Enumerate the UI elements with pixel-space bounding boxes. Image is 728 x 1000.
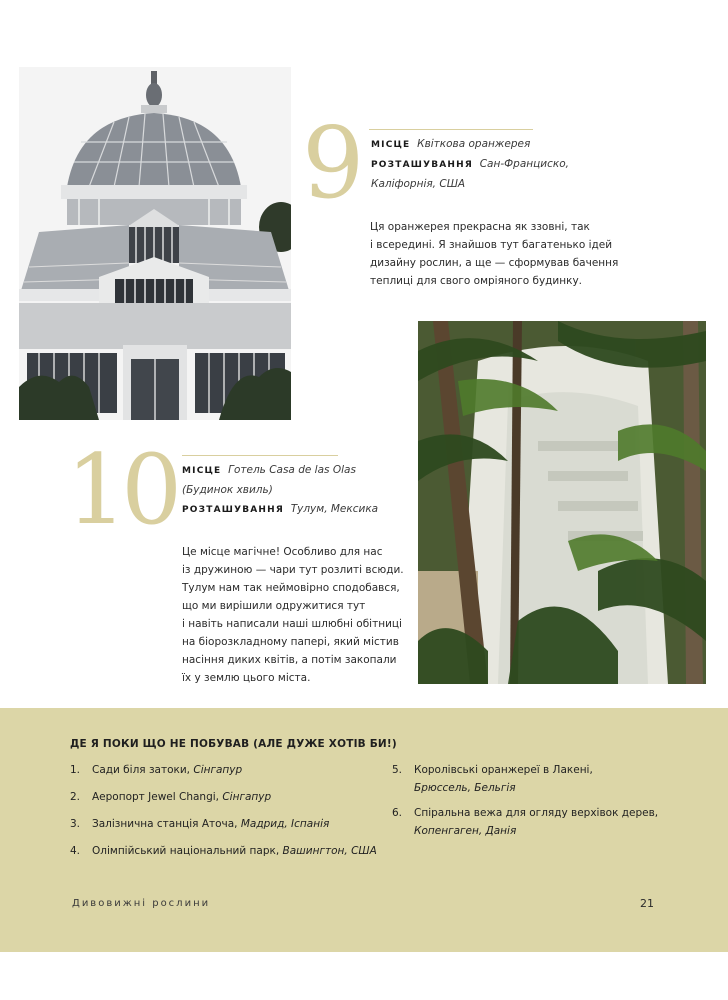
text-line: Ця оранжерея прекрасна як ззовні, так <box>370 221 590 233</box>
list-item <box>392 761 692 797</box>
text-line: і навіть написали наші шлюбні обітниці <box>182 618 402 630</box>
text-line: їх у землю цього міста. <box>182 672 311 684</box>
list-item-name: Олімпійський національний парк, <box>92 845 280 857</box>
list-item <box>70 815 390 833</box>
list-item-number: 6. <box>392 807 403 819</box>
entry9-description <box>370 218 650 290</box>
wishlist-title: ДЕ Я ПОКИ ЩО НЕ ПОБУВАВ (АЛЕ ДУЖЕ ХОТІВ БИ!) <box>70 738 397 750</box>
text-line: теплиці для свого омріяного будинку. <box>370 275 583 287</box>
text-line: Це місце магічне! Особливо для нас <box>182 546 383 558</box>
entry10-place-line <box>182 461 392 481</box>
list-item-place: Вашингтон, США <box>282 845 377 857</box>
list-item-number: 3. <box>70 818 81 830</box>
text-line: Тулум нам так неймовірно сподобався, <box>182 582 400 594</box>
place-value: Квіткова оранжерея <box>417 138 531 150</box>
list-item <box>70 788 390 806</box>
running-footer-section: Дивовижні рослини <box>72 898 211 909</box>
wishlist-left-column <box>70 761 390 869</box>
entry10-description <box>182 543 412 687</box>
list-item-name: Залізнична станція Аточа, <box>92 818 238 830</box>
entry10-info <box>182 461 392 520</box>
list-item <box>70 761 390 779</box>
place-value-2: (Будинок хвиль) <box>182 484 273 496</box>
location-value-2: Каліфорнія, США <box>371 178 466 190</box>
location-label: РОЗТАШУВАННЯ <box>371 160 474 170</box>
list-item-place: Мадрид, Іспанія <box>240 818 330 830</box>
entry9-location-line-2 <box>371 175 581 194</box>
list-item-number: 5. <box>392 764 403 776</box>
list-item-place: Сінгапур <box>222 791 272 803</box>
list-item-place: Сінгапур <box>193 764 243 776</box>
text-line: що ми вирішили одружитися тут <box>182 600 366 612</box>
wishlist-right-column <box>392 761 692 847</box>
location-value: Тулум, Мексика <box>290 503 379 515</box>
list-item-name: Сади біля затоки, <box>92 764 191 776</box>
list-item-place: Брюссель, Бельгія <box>414 782 516 794</box>
list-item <box>392 804 692 840</box>
entry9-location-line <box>371 155 581 175</box>
entry10-location-line <box>182 500 392 520</box>
list-item-name: Аеропорт Jewel Changi, <box>92 791 219 803</box>
entry-number-9: 9 <box>302 107 365 221</box>
list-item-number: 4. <box>70 845 81 857</box>
list-item-place: Копенгаген, Данія <box>414 825 517 837</box>
place-label: МІСЦЕ <box>182 466 222 476</box>
list-item-number: 2. <box>70 791 81 803</box>
list-item <box>70 842 390 860</box>
text-line: дизайну рослин, а ще — сформував бачення <box>370 257 619 269</box>
text-line: насіння диких квітів, а потім закопали <box>182 654 397 666</box>
entry9-info <box>371 135 581 194</box>
place-label: МІСЦЕ <box>371 140 411 150</box>
list-item-name: Спіральна вежа для огляду верхівок дерев, <box>414 807 659 819</box>
conservatory-photo <box>19 67 291 420</box>
text-line: із дружиною — чари тут розлиті всюди. <box>182 564 404 576</box>
text-line: і всередині. Я знайшов тут багатенько ідей <box>370 239 613 251</box>
page-number: 21 <box>640 897 654 910</box>
place-value: Готель Casa de las Olas <box>228 464 356 476</box>
entry9-place-line <box>371 135 581 155</box>
list-item-name: Королівські оранжереї в Лакені, <box>414 764 593 776</box>
casa-de-las-olas-photo <box>418 321 706 684</box>
accent-rule <box>182 455 338 456</box>
entry10-place-line-2 <box>182 481 392 500</box>
list-item-number: 1. <box>70 764 81 776</box>
location-value: Сан-Франциско, <box>479 158 569 170</box>
location-label: РОЗТАШУВАННЯ <box>182 505 285 515</box>
accent-rule <box>369 129 533 130</box>
text-line: на біорозкладному папері, який містив <box>182 636 399 648</box>
entry-number-10: 10 <box>66 434 177 546</box>
